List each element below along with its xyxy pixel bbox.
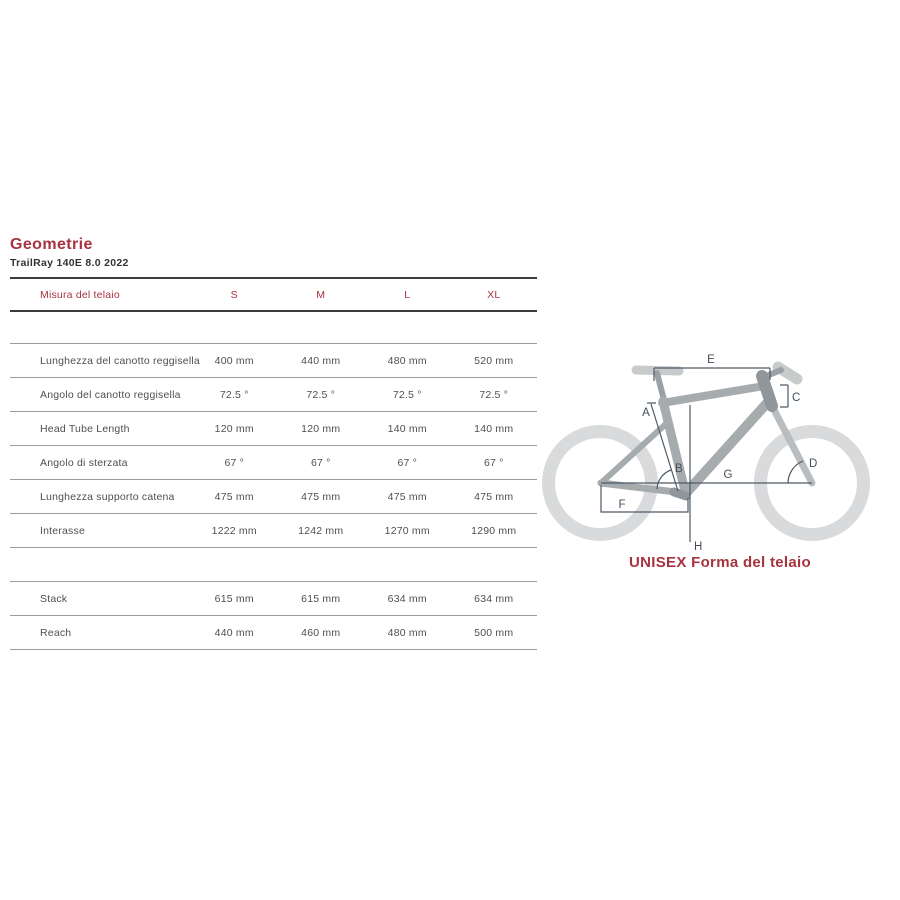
cell-value: 480 mm xyxy=(387,354,427,367)
row-label: Lunghezza supporto catena xyxy=(40,490,175,503)
table-row xyxy=(10,616,537,650)
bottom-bracket xyxy=(674,492,686,496)
cell-value: 67 ° xyxy=(224,456,245,469)
diagram-label-g: G xyxy=(723,469,733,481)
cell-value: 475 mm xyxy=(474,490,514,503)
diagram-label-e: E xyxy=(707,354,715,366)
cell-value: 475 mm xyxy=(214,490,254,503)
cell-value: 67 ° xyxy=(483,456,504,469)
cell-value: 615 mm xyxy=(214,592,254,605)
measure-bracket-c xyxy=(780,385,788,407)
cell-value: 72.5 ° xyxy=(219,388,249,401)
cell-value: 120 mm xyxy=(301,422,341,435)
cell-value: 72.5 ° xyxy=(392,388,422,401)
diagram-label-c: C xyxy=(792,392,801,404)
table-header-row xyxy=(10,277,537,312)
cell-value: 475 mm xyxy=(387,490,427,503)
cell-value: 400 mm xyxy=(214,354,254,367)
cell-value: 634 mm xyxy=(387,592,427,605)
cell-value: 72.5 ° xyxy=(479,388,509,401)
seatpost xyxy=(657,373,664,400)
diagram-label-d: D xyxy=(809,458,818,470)
row-label: Interasse xyxy=(40,524,85,537)
model-name: TrailRay 140E 8.0 2022 xyxy=(10,257,129,269)
cell-value: 1290 mm xyxy=(471,524,517,537)
bike-geometry-diagram xyxy=(540,340,900,555)
table-row xyxy=(10,412,537,446)
cell-value: 475 mm xyxy=(301,490,341,503)
row-label: Angolo del canotto reggisella xyxy=(40,388,181,401)
cell-value: 140 mm xyxy=(387,422,427,435)
table-section-main xyxy=(10,343,537,548)
cell-value: 634 mm xyxy=(474,592,514,605)
cell-value: 1222 mm xyxy=(211,524,257,537)
column-header-m: M xyxy=(316,288,326,301)
cell-value: 120 mm xyxy=(214,422,254,435)
row-label: Head Tube Length xyxy=(40,422,130,435)
row-label: Angolo di sterzata xyxy=(40,456,128,469)
table-spacer xyxy=(10,312,537,343)
diagram-label-a: A xyxy=(642,407,650,419)
cell-value: 1242 mm xyxy=(298,524,344,537)
diagram-label-f: F xyxy=(618,499,626,511)
row-label: Stack xyxy=(40,592,68,605)
cell-value: 440 mm xyxy=(301,354,341,367)
column-header-xl: XL xyxy=(487,288,501,301)
top-tube xyxy=(662,386,764,403)
page-title: Geometrie xyxy=(10,236,93,253)
row-label: Reach xyxy=(40,626,72,639)
cell-value: 140 mm xyxy=(474,422,514,435)
cell-value: 440 mm xyxy=(214,626,254,639)
diagram-label-b: B xyxy=(675,463,683,475)
frame-shape-caption: UNISEX Forma del telaio xyxy=(629,554,811,571)
table-row xyxy=(10,582,537,616)
diagram-label-h: H xyxy=(694,541,703,553)
column-header-s: S xyxy=(230,288,238,301)
cell-value: 67 ° xyxy=(397,456,418,469)
cell-value: 460 mm xyxy=(301,626,341,639)
column-header-l: L xyxy=(404,288,411,301)
table-row xyxy=(10,446,537,480)
cell-value: 67 ° xyxy=(310,456,331,469)
table-row xyxy=(10,344,537,378)
table-spacer xyxy=(10,548,537,581)
cell-value: 1270 mm xyxy=(384,524,430,537)
geometry-table xyxy=(10,277,537,650)
angle-arc-b xyxy=(657,470,671,489)
cell-value: 520 mm xyxy=(474,354,514,367)
table-header-size-label: Misura del telaio xyxy=(40,288,120,301)
table-row xyxy=(10,480,537,514)
cell-value: 480 mm xyxy=(387,626,427,639)
cell-value: 615 mm xyxy=(301,592,341,605)
cell-value: 72.5 ° xyxy=(306,388,336,401)
cell-value: 500 mm xyxy=(474,626,514,639)
row-label: Lunghezza del canotto reggisella xyxy=(40,354,200,367)
table-section-stack-reach xyxy=(10,581,537,650)
table-row xyxy=(10,378,537,412)
table-row xyxy=(10,514,537,548)
